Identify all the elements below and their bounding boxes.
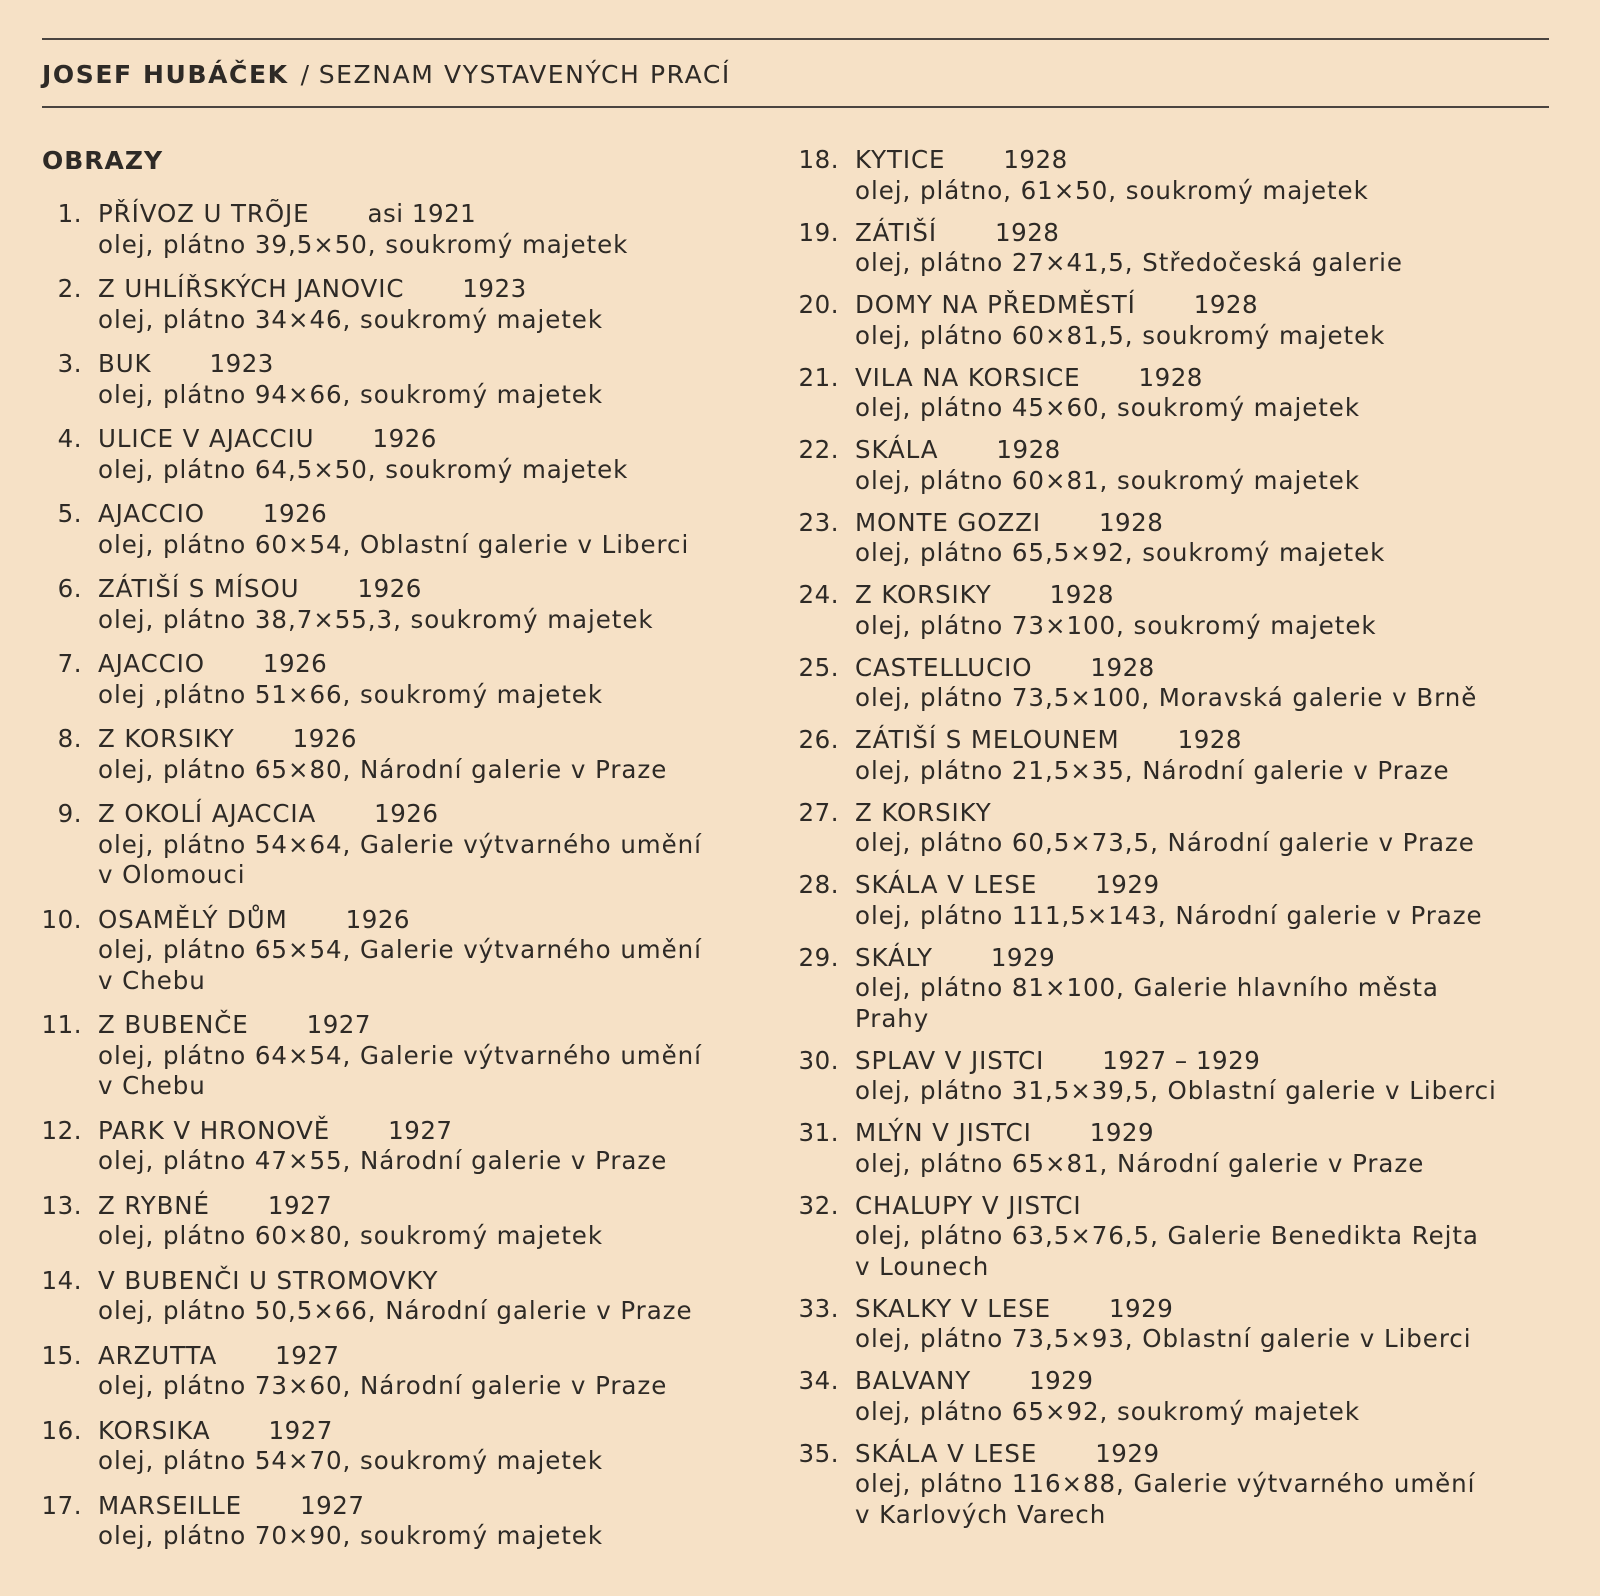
list-item bbox=[797, 653, 1567, 714]
entry-title: ZÁTIŠÍ S MELOUNEM bbox=[855, 725, 1120, 754]
list-item bbox=[797, 1191, 1567, 1283]
entry-year: 1923 bbox=[462, 274, 527, 303]
entry-number: 32. bbox=[798, 1190, 839, 1220]
entry-number: 13. bbox=[41, 1190, 82, 1220]
page-header bbox=[42, 60, 731, 90]
entry-description: olej, plátno 64,5×50, soukromý majetek bbox=[98, 454, 629, 484]
entry-number: 19. bbox=[798, 217, 839, 247]
entry-year: asi 1921 bbox=[367, 199, 477, 228]
entry-heading bbox=[855, 1439, 1567, 1470]
entry-year: 1926 bbox=[345, 904, 411, 934]
entry-number: 34. bbox=[798, 1366, 839, 1395]
list-item bbox=[797, 725, 1567, 786]
list-item bbox=[40, 424, 740, 485]
entry-year: 1926 bbox=[292, 724, 358, 753]
list-item bbox=[797, 508, 1567, 569]
entry-heading bbox=[855, 290, 1567, 321]
entry-number: 8. bbox=[57, 724, 82, 753]
entry-title: KORSIKA bbox=[98, 1415, 211, 1445]
list-item bbox=[40, 649, 740, 710]
list-item bbox=[40, 724, 740, 785]
entry-title: MLÝN V JISTCI bbox=[855, 1118, 1032, 1147]
list-item bbox=[40, 199, 740, 260]
entry-heading bbox=[98, 799, 740, 830]
entry-title: V BUBENČI U STROMOVKY bbox=[98, 1265, 439, 1295]
entry-heading bbox=[98, 199, 740, 230]
entry-number: 10. bbox=[41, 904, 82, 934]
entry-year: 1929 bbox=[1029, 1366, 1094, 1395]
entry-description: olej, plátno 65×80, Národní galerie v Praze bbox=[98, 754, 668, 784]
entry-year: 1928 bbox=[1003, 145, 1068, 174]
entry-year: 1927 bbox=[267, 1190, 333, 1220]
entry-year: 1928 bbox=[995, 217, 1060, 247]
entry-number: 29. bbox=[798, 942, 839, 972]
entry-title: BALVANY bbox=[855, 1366, 972, 1395]
entry-number: 7. bbox=[57, 649, 82, 678]
list-item bbox=[797, 290, 1567, 351]
entry-heading bbox=[98, 574, 740, 605]
entry-heading bbox=[98, 499, 740, 530]
entry-title: ZÁTIŠÍ bbox=[855, 217, 938, 247]
entry-year: 1927 bbox=[268, 1415, 333, 1445]
entry-year: 1929 bbox=[1089, 1118, 1155, 1147]
entry-heading bbox=[855, 1191, 1567, 1222]
entry-title: ZÁTIŠÍ S MÍSOU bbox=[98, 574, 300, 603]
left-column bbox=[40, 199, 740, 1566]
entry-title: Z KORSIKY bbox=[855, 580, 992, 609]
entry-year: 1927 – 1929 bbox=[1102, 1045, 1261, 1075]
entry-year: 1928 bbox=[1049, 580, 1115, 609]
entry-description: olej, plátno 65×92, soukromý majetek bbox=[855, 1396, 1360, 1426]
entry-title: MARSEILLE bbox=[98, 1490, 243, 1520]
entry-description: olej, plátno 63,5×76,5, Galerie Benedikta Rejta bbox=[855, 1221, 1479, 1250]
entry-number: 18. bbox=[798, 145, 839, 174]
entry-title: MONTE GOZZI bbox=[855, 507, 1041, 537]
list-item bbox=[797, 435, 1567, 496]
entry-title: PŘÍVOZ U TRÕJE bbox=[98, 199, 310, 228]
list-item bbox=[40, 349, 740, 410]
list-item bbox=[797, 580, 1567, 641]
entry-year: 1926 bbox=[262, 649, 328, 678]
entry-number: 22. bbox=[798, 435, 839, 464]
list-item bbox=[40, 1266, 740, 1327]
entry-year: 1929 bbox=[990, 942, 1056, 972]
entry-description: olej, plátno 60×54, Oblastní galerie v Liberci bbox=[98, 529, 690, 559]
entry-description: olej, plátno 34×46, soukromý majetek bbox=[98, 304, 603, 334]
entry-number: 5. bbox=[57, 499, 82, 528]
entry-title: AJACCIO bbox=[98, 499, 205, 528]
entry-heading bbox=[855, 363, 1567, 394]
entry-description-continued: v Chebu bbox=[98, 965, 206, 995]
entry-number: 12. bbox=[41, 1115, 82, 1145]
entry-year: 1928 bbox=[1098, 507, 1164, 537]
entry-heading bbox=[855, 870, 1567, 901]
entry-heading bbox=[98, 1491, 740, 1522]
entry-heading bbox=[855, 580, 1567, 611]
entry-number: 11. bbox=[41, 1010, 82, 1039]
entry-description: olej, plátno 65,5×92, soukromý majetek bbox=[855, 538, 1386, 567]
entry-heading bbox=[855, 1294, 1567, 1325]
entry-description: olej ,plátno 51×66, soukromý majetek bbox=[98, 679, 603, 709]
list-item bbox=[40, 274, 740, 335]
entry-number: 28. bbox=[798, 870, 839, 899]
entry-description: olej, plátno 27×41,5, Středočeská galerie bbox=[855, 248, 1403, 277]
entry-heading bbox=[98, 349, 740, 380]
list-item bbox=[797, 870, 1567, 931]
entry-heading bbox=[98, 1191, 740, 1222]
entry-number: 17. bbox=[41, 1490, 82, 1520]
entry-description: olej, plátno 54×64, Galerie výtvarného umění bbox=[98, 829, 702, 859]
entry-year: 1929 bbox=[1095, 1438, 1160, 1468]
entry-year: 1928 bbox=[1177, 725, 1242, 754]
entry-heading bbox=[98, 905, 740, 936]
entry-number: 9. bbox=[57, 799, 82, 828]
entry-description: olej, plátno 47×55, Národní galerie v Praze bbox=[98, 1146, 668, 1175]
entry-title: CASTELLUCIO bbox=[855, 652, 1033, 682]
entry-title: AJACCIO bbox=[98, 649, 205, 678]
entry-description: olej, plátno 73×60, Národní galerie v Praze bbox=[98, 1371, 668, 1400]
entry-title: DOMY NA PŘEDMĚSTÍ bbox=[855, 290, 1136, 319]
entry-number: 33. bbox=[798, 1293, 839, 1323]
entry-title: Z OKOLÍ AJACCIA bbox=[98, 799, 317, 828]
entry-number: 31. bbox=[798, 1118, 839, 1147]
entry-heading bbox=[855, 725, 1567, 756]
entry-title: SKÁLA bbox=[855, 435, 939, 464]
entry-title: Z BUBENČE bbox=[98, 1010, 249, 1039]
entry-title: BUK bbox=[98, 349, 152, 378]
entry-description: olej, plátno 21,5×35, Národní galerie v Praze bbox=[855, 755, 1450, 785]
entry-number: 16. bbox=[41, 1415, 82, 1445]
entry-year: 1927 bbox=[275, 1340, 340, 1370]
entry-number: 1. bbox=[57, 199, 82, 228]
list-item bbox=[40, 1341, 740, 1402]
entry-year: 1929 bbox=[1108, 1293, 1174, 1323]
entry-number: 25. bbox=[798, 652, 839, 682]
entry-description: olej, plátno 65×81, Národní galerie v Praze bbox=[855, 1148, 1425, 1178]
list-item bbox=[797, 145, 1567, 206]
entry-description: olej, plátno 73,5×93, Oblastní galerie v Liberci bbox=[855, 1324, 1472, 1353]
entry-heading bbox=[98, 1266, 740, 1297]
entry-year: 1926 bbox=[374, 799, 439, 828]
list-item bbox=[797, 1294, 1567, 1355]
entry-description: olej, plátno 73,5×100, Moravská galerie v Brně bbox=[855, 683, 1478, 712]
entry-year: 1926 bbox=[262, 499, 328, 528]
entry-title: CHALUPY V JISTCI bbox=[855, 1190, 1082, 1220]
entry-heading bbox=[855, 1118, 1567, 1149]
entry-heading bbox=[98, 649, 740, 680]
entry-number: 30. bbox=[798, 1045, 839, 1075]
entry-year: 1929 bbox=[1095, 870, 1160, 899]
entry-title: OSAMĚLÝ DŮM bbox=[98, 904, 288, 934]
list-item bbox=[797, 1046, 1567, 1107]
entry-heading bbox=[98, 1010, 740, 1041]
list-item bbox=[40, 1491, 740, 1552]
entry-description: olej, plátno, 61×50, soukromý majetek bbox=[855, 175, 1369, 205]
entry-title: SKÁLY bbox=[855, 942, 933, 972]
entry-description: olej, plátno 50,5×66, Národní galerie v Praze bbox=[98, 1296, 693, 1325]
entry-heading bbox=[855, 1046, 1567, 1077]
entry-number: 23. bbox=[798, 507, 839, 537]
entry-number: 14. bbox=[41, 1265, 82, 1295]
entry-description: olej, plátno 45×60, soukromý majetek bbox=[855, 393, 1360, 422]
list-item bbox=[40, 499, 740, 560]
entry-number: 21. bbox=[798, 362, 839, 392]
entry-description: olej, plátno 73×100, soukromý majetek bbox=[855, 610, 1377, 640]
list-item bbox=[40, 574, 740, 635]
entry-heading bbox=[98, 424, 740, 455]
entry-heading bbox=[98, 724, 740, 755]
entry-year: 1928 bbox=[1193, 290, 1259, 319]
entry-description: olej, plátno 39,5×50, soukromý majetek bbox=[98, 229, 629, 259]
entry-heading bbox=[855, 798, 1567, 829]
entry-heading bbox=[855, 435, 1567, 466]
list-item bbox=[797, 1366, 1567, 1427]
entry-title: SKALKY V LESE bbox=[855, 1293, 1051, 1323]
entry-year: 1923 bbox=[209, 349, 274, 378]
entry-description: olej, plátno 94×66, soukromý majetek bbox=[98, 379, 603, 409]
entry-title: KYTICE bbox=[855, 145, 946, 174]
list-item bbox=[40, 1191, 740, 1252]
header-bottom-rule bbox=[42, 106, 1549, 108]
section-title: OBRAZY bbox=[42, 146, 164, 175]
entry-description-continued: v Chebu bbox=[98, 1071, 206, 1100]
entry-year: 1928 bbox=[996, 435, 1061, 464]
header-separator: / bbox=[300, 60, 311, 89]
list-item bbox=[797, 363, 1567, 424]
header-subtitle: SEZNAM VYSTAVENÝCH PRACÍ bbox=[318, 60, 731, 89]
author-name: JOSEF HUBÁČEK bbox=[42, 60, 289, 89]
entry-number: 3. bbox=[57, 349, 82, 378]
entry-heading bbox=[98, 1116, 740, 1147]
entry-heading bbox=[855, 943, 1567, 974]
entry-year: 1926 bbox=[357, 574, 422, 603]
entry-title: VILA NA KORSICE bbox=[855, 362, 1081, 392]
entry-title: Z RYBNÉ bbox=[98, 1190, 210, 1220]
entry-heading bbox=[855, 145, 1567, 176]
list-item bbox=[40, 1010, 740, 1102]
entry-description-continued: Prahy bbox=[855, 1003, 930, 1033]
entry-description-continued: v Olomouci bbox=[98, 860, 246, 889]
entry-description: olej, plátno 64×54, Galerie výtvarného umění bbox=[98, 1040, 702, 1070]
entry-year: 1928 bbox=[1138, 362, 1203, 392]
entry-description: olej, plátno 54×70, soukromý majetek bbox=[98, 1446, 603, 1475]
entry-number: 24. bbox=[798, 580, 839, 609]
entry-number: 4. bbox=[57, 424, 82, 453]
entry-number: 35. bbox=[798, 1438, 839, 1468]
entry-title: SPLAV V JISTCI bbox=[855, 1045, 1045, 1075]
entry-title: Z KORSIKY bbox=[98, 724, 235, 753]
entry-heading bbox=[98, 274, 740, 305]
list-item bbox=[797, 943, 1567, 1035]
entry-title: SKÁLA V LESE bbox=[855, 870, 1038, 899]
entry-title: Z KORSIKY bbox=[855, 797, 992, 827]
entry-title: PARK V HRONOVĚ bbox=[98, 1115, 331, 1145]
list-item bbox=[797, 1118, 1567, 1179]
entry-description: olej, plátno 60×81, soukromý majetek bbox=[855, 465, 1360, 495]
entry-number: 26. bbox=[798, 725, 839, 754]
entry-year: 1927 bbox=[300, 1490, 365, 1520]
entry-description: olej, plátno 38,7×55,3, soukromý majetek bbox=[98, 604, 654, 634]
entry-description: olej, plátno 70×90, soukromý majetek bbox=[98, 1521, 603, 1550]
entry-description: olej, plátno 116×88, Galerie výtvarného umění bbox=[855, 1469, 1476, 1498]
entry-title: ARZUTTA bbox=[98, 1340, 218, 1370]
entry-number: 15. bbox=[41, 1340, 82, 1370]
entry-number: 2. bbox=[57, 274, 82, 303]
entry-heading bbox=[855, 653, 1567, 684]
entry-number: 20. bbox=[798, 290, 839, 319]
list-item bbox=[797, 218, 1567, 279]
list-item bbox=[40, 905, 740, 997]
entry-title: Z UHLÍŘSKÝCH JANOVIC bbox=[98, 274, 405, 303]
entry-title: SKÁLA V LESE bbox=[855, 1438, 1038, 1468]
entry-description-continued: v Lounech bbox=[855, 1251, 990, 1281]
entry-description: olej, plátno 31,5×39,5, Oblastní galerie v Liberci bbox=[855, 1076, 1497, 1105]
entry-description: olej, plátno 60×81,5, soukromý majetek bbox=[855, 320, 1386, 350]
entry-year: 1928 bbox=[1090, 652, 1155, 682]
right-column bbox=[797, 145, 1567, 1542]
entry-heading bbox=[98, 1416, 740, 1447]
entry-description: olej, plátno 60×80, soukromý majetek bbox=[98, 1221, 603, 1250]
entry-number: 27. bbox=[798, 797, 839, 827]
list-item bbox=[797, 798, 1567, 859]
entry-heading bbox=[855, 218, 1567, 249]
entry-number: 6. bbox=[57, 574, 82, 603]
entry-year: 1927 bbox=[306, 1010, 371, 1039]
entry-description: olej, plátno 65×54, Galerie výtvarného umění bbox=[98, 935, 702, 964]
entry-year: 1926 bbox=[372, 424, 437, 453]
list-item bbox=[40, 1416, 740, 1477]
entry-heading bbox=[855, 1366, 1567, 1397]
entry-title: ULICE V AJACCIU bbox=[98, 424, 315, 453]
list-item bbox=[40, 1116, 740, 1177]
list-item bbox=[797, 1439, 1567, 1531]
entry-description: olej, plátno 111,5×143, Národní galerie v Praze bbox=[855, 900, 1483, 930]
entry-description: olej, plátno 81×100, Galerie hlavního města bbox=[855, 973, 1439, 1002]
entry-description: olej, plátno 60,5×73,5, Národní galerie v Praze bbox=[855, 828, 1475, 857]
entry-heading bbox=[855, 508, 1567, 539]
entry-heading bbox=[98, 1341, 740, 1372]
list-item bbox=[40, 799, 740, 891]
top-rule bbox=[42, 38, 1549, 40]
entry-year: 1927 bbox=[388, 1115, 453, 1145]
entry-description-continued: v Karlových Varech bbox=[855, 1499, 1107, 1529]
